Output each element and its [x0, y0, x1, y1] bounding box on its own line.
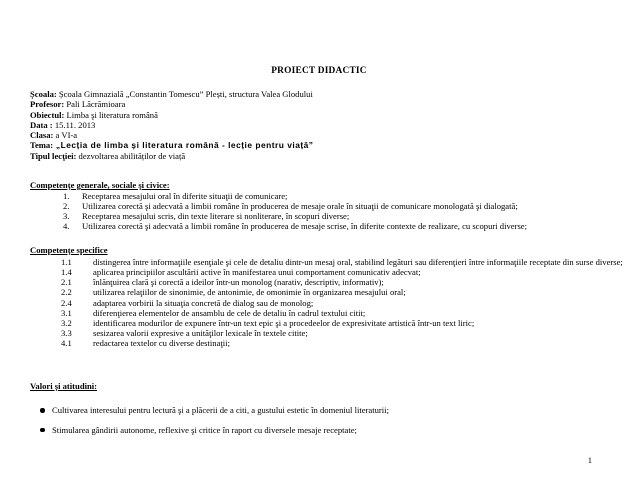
info-label: Obiectul:: [30, 109, 65, 120]
list-item: [30, 338, 623, 348]
info-value: a VI-a: [53, 130, 78, 141]
info-row-class: [30, 130, 620, 140]
item-number: 3.: [63, 211, 70, 222]
item-text: utilizarea relaţiilor de sinonimie, de antonimie, de omonimie în organizarea mesajului oral;: [93, 287, 406, 298]
bullet-icon: [40, 428, 45, 433]
general-competences-heading: Competenţe generale, sociale şi civice:: [30, 180, 170, 190]
list-item: [30, 257, 623, 267]
item-number: 3.1: [61, 307, 72, 318]
item-number: 2.1: [61, 277, 72, 288]
specific-competences-heading: Competenţe specifice: [30, 245, 108, 255]
values-attitudes-heading: Valori şi atitudini:: [30, 381, 98, 391]
general-competences-list: [30, 191, 623, 232]
info-row-school: [30, 89, 620, 99]
info-row-lesson-type: [30, 151, 620, 161]
info-value: 15.11. 2013: [52, 119, 96, 130]
list-item: [30, 267, 623, 277]
info-label: Tema:: [30, 140, 54, 151]
list-item: [30, 201, 623, 211]
info-value: Limba şi literatura română: [64, 109, 158, 120]
page-title: PROIECT DIDACTIC: [271, 66, 367, 76]
list-item: [30, 328, 623, 338]
item-number: 2.4: [61, 297, 72, 308]
info-label: Data :: [30, 119, 53, 130]
lesson-info: [30, 89, 620, 161]
info-row-date: [30, 120, 620, 130]
item-number: 2.: [63, 201, 70, 212]
info-value: Școala Gimnazială „Constantin Tomescu” Plești, structura Valea Glodului: [56, 89, 313, 99]
item-text: identificarea modurilor de expunere într-un text epic şi a procedeelor de expresivitate artistică într-un text liric;: [93, 317, 475, 328]
item-text: Receptarea mesajului scris, din texte literare si nonliterare, în scopuri diverse;: [82, 211, 350, 222]
item-text: adaptarea vorbirii la situaţia concretă de dialog sau de monolog;: [93, 297, 314, 308]
item-text: Receptarea mesajului oral în diferite situaţii de comunicare;: [82, 191, 288, 201]
info-row-subject: [30, 110, 620, 120]
info-row-theme: [30, 140, 620, 150]
item-number: 4.: [63, 221, 70, 232]
item-text: Utilizarea corectă şi adecvată a limbii române în producerea de mesaje orale în situaţii de comunicare monologată şi dialogată;: [82, 201, 518, 212]
item-text: Utilizarea corectă şi adecvată a limbii române în producerea de mesaje scrise, în diferite contexte de realizare, cu scopuri diverse;: [82, 221, 527, 232]
specific-competences-list: [30, 257, 623, 348]
info-value: dezvoltarea abilităților de viață: [76, 150, 186, 161]
item-text: sesizarea valorii expresive a unităţilor lexicale în textele citite;: [93, 327, 308, 338]
list-item: [30, 191, 623, 201]
item-number: 1.4: [61, 267, 72, 278]
info-row-teacher: [30, 99, 620, 109]
item-text: Cultivarea interesului pentru lectură şi a plăcerii de a citi, a gustului estetic în domeniul literaturii;: [52, 405, 389, 415]
item-text: aplicarea principiilor ascultării active în manifestarea unui comportament comunicativ adecvat;: [93, 267, 421, 278]
list-item: [30, 277, 623, 287]
list-item: [30, 318, 623, 328]
list-item: [30, 211, 623, 221]
item-text: înlănţuirea clară şi corectă a ideilor într-un monolog (narativ, descriptiv, informativ);: [93, 277, 384, 288]
list-item: [30, 221, 623, 231]
values-list: [30, 405, 623, 444]
item-text: diferenţierea elementelor de ansamblu de cele de detaliu în cadrul textului citit;: [93, 307, 366, 318]
info-label: Școala:: [30, 89, 57, 99]
info-value: „Lecția de limba și literatura română - lecție pentru viață”: [53, 140, 314, 151]
info-value: Pali Lăcrămioara: [64, 99, 126, 110]
item-number: 3.3: [61, 327, 72, 338]
page-number: 1: [587, 455, 592, 465]
list-item: [30, 308, 623, 318]
info-label: Profesor:: [30, 99, 65, 110]
list-item: [30, 287, 623, 297]
info-label: Clasa:: [30, 130, 54, 141]
info-label: Tipul lecţiei:: [30, 150, 77, 161]
list-item: [30, 425, 623, 445]
item-text: Stimularea gândirii autonome, reflexive şi critice în raport cu diversele mesaje receptate;: [52, 424, 357, 435]
item-text: distingerea între informaţiile esenţiale şi cele de detaliu dintr-un mesaj oral, stabilind legături sau diferenţieri între informaţiile receptate din surse diverse;: [93, 257, 623, 267]
bullet-icon: [40, 408, 45, 413]
list-item: [30, 405, 623, 425]
item-number: 1.1: [61, 257, 72, 267]
item-text: redactarea textelor cu diverse destinaţii;: [93, 338, 230, 349]
item-number: 1.: [63, 191, 70, 201]
item-number: 3.2: [61, 317, 72, 328]
list-item: [30, 298, 623, 308]
item-number: 4.1: [61, 338, 72, 349]
item-number: 2.2: [61, 287, 72, 298]
